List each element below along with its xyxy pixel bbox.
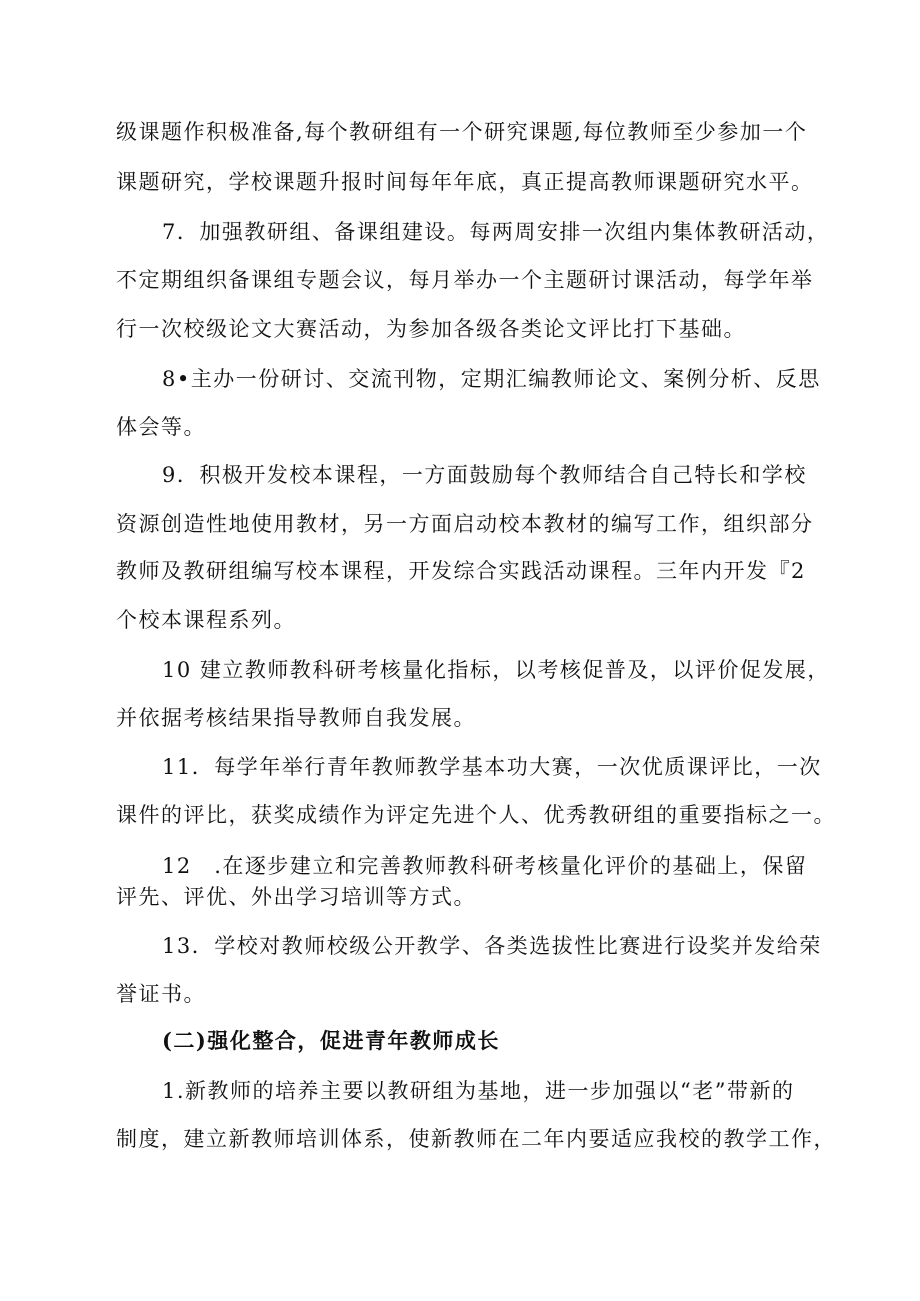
paragraph-10-line: 10 建立教师教科研考核量化指标，以考核促普及，以评价促发展， [162,658,830,682]
text-line: 并依据考核结果指导教师自我发展。 [116,706,476,730]
section-heading: (二)强化整合，促进青年教师成长 [162,1028,500,1053]
text-line: 不定期组织备课组专题会议，每月举办一个主题研讨课活动，每学年举 [116,268,814,292]
text-line: 行一次校级论文大赛活动，为参加各级各类论文评比打下基础。 [116,317,746,341]
text-line: 级课题作积极准备,每个教研组有一个研究课题,每位教师至少参加一个 [116,120,808,144]
paragraph-8-line: 8•主办一份研讨、交流刊物，定期汇编教师论文、案例分析、反思 [162,367,821,391]
text-line: 教师及教研组编写校本课程，开发综合实践活动课程。三年内开发『2 [116,559,806,583]
text-line: 体会等。 [116,415,206,439]
paragraph-7-line: 7．加强教研组、备课组建设。每两周安排一次组内集体教研活动， [162,220,830,244]
paragraph-9-line: 9．积极开发校本课程，一方面鼓励每个教师结合自己特长和学校 [162,463,807,487]
paragraph-1-line: 1.新教师的培养主要以教研组为基地，进一步加强以“老”带新的 [162,1079,795,1103]
paragraph-11-line: 11．每学年举行青年教师教学基本功大赛，一次优质课评比，一次 [162,755,822,779]
text-line: 誉证书。 [116,982,206,1006]
text-line: 制度，建立新教师培训体系，使新教师在二年内要适应我校的教学工作， [116,1127,836,1151]
paragraph-12-line: 12 .在逐步建立和完善教师教科研考核量化评价的基础上，保留 [162,854,808,878]
text-line: 课题研究，学校课题升报时间每年年底，真正提高教师课题研究水平。 [116,170,814,194]
text-line: 个校本课程系列。 [116,608,296,632]
text-line: 资源创造性地使用教材，另一方面启动校本教材的编写工作，组织部分 [116,512,814,536]
paragraph-13-line: 13．学校对教师校级公开教学、各类选拔性比赛进行设奖并发给荣 [162,934,822,958]
text-line: 评先、评优、外出学习培训等方式。 [116,885,476,909]
text-line: 课件的评比，获奖成绩作为评定先进个人、优秀教研组的重要指标之一。 [116,803,836,827]
